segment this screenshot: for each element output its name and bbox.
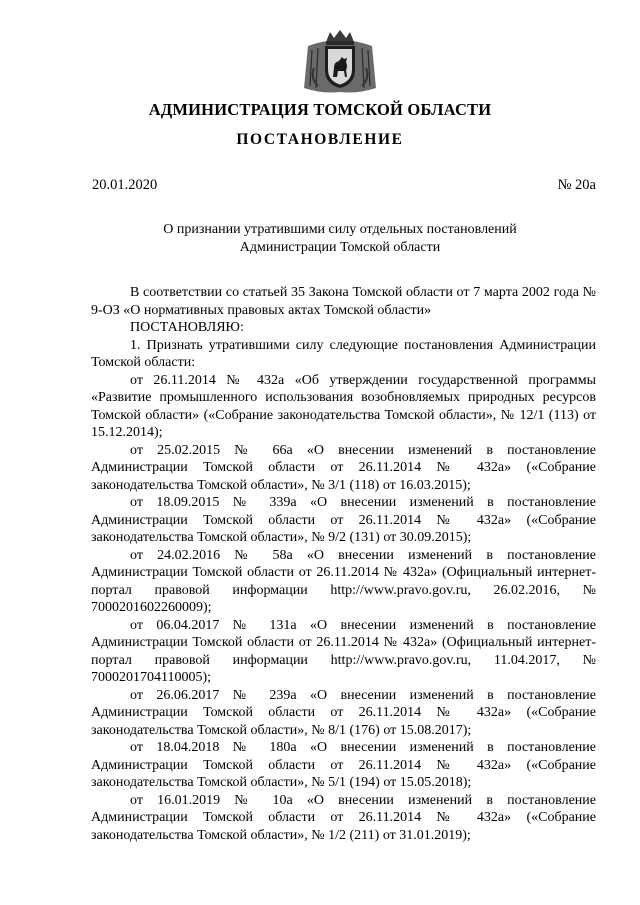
list-item: от 26.11.2014 № 432а «Об утверждении государственной программы «Развитие промышленного использования возобновляемых природных ресурсов Томской области» («Собрание законодательства Томской области», № 12/1 (113) от 15.12.2014); <box>91 372 596 440</box>
subject-line-2: Администрации Томской области <box>239 240 441 255</box>
preamble-paragraph: В соответствии со статьей 35 Закона Томской области от 7 марта 2002 года № 9-ОЗ «О нормативных правовых актах Томской области» <box>91 285 596 318</box>
list-item: от 06.04.2017 № 131а «О внесении изменений в постановление Администрации Томской области от 26.11.2014 № 432а» (Официальный интернет-портал правовой информации http://www.pravo.gov.ru, 11.04.2017, № 7000201704110005); <box>91 617 596 685</box>
document-number: № 20а <box>557 177 596 193</box>
subject-line-1: О признании утратившими силу отдельных постановлений <box>163 222 517 237</box>
organization-title: АДМИНИСТРАЦИЯ ТОМСКОЙ ОБЛАСТИ <box>148 100 492 119</box>
document-subject <box>120 221 560 257</box>
document-type-title: ПОСТАНОВЛЕНИЕ <box>236 131 404 148</box>
document-body <box>91 284 596 844</box>
list-item: от 18.09.2015 № 339а «О внесении изменений в постановление Администрации Томской области от 26.11.2014 № 432а» («Собрание законодательства Томской области», № 9/2 (131) от 30.09.2015); <box>91 495 596 545</box>
list-item: от 26.06.2017 № 239а «О внесении изменений в постановление Администрации Томской области от 26.11.2014 № 432а» («Собрание законодательства Томской области», № 8/1 (176) от 15.08.2017); <box>91 687 596 738</box>
list-item: от 18.04.2018 № 180а «О внесении изменений в постановление Администрации Томской области от 26.11.2014 № 432а» («Собрание законодательства Томской области», № 5/1 (194) от 15.05.2018); <box>91 740 596 790</box>
decree-word: ПОСТАНОВЛЯЮ: <box>130 320 244 335</box>
list-item: от 16.01.2019 № 10а «О внесении изменений в постановление Администрации Томской области от 26.11.2014 № 432а» («Собрание законодательства Томской области», № 1/2 (211) от 31.01.2019); <box>91 792 596 843</box>
list-item: от 24.02.2016 № 58а «О внесении изменений в постановление Администрации Томской области от 26.11.2014 № 432а» (Официальный интернет-портал правовой информации http://www.pravo.gov.ru, 26.02.2016, № 7000201602260009); <box>91 547 596 615</box>
item-1-paragraph: 1. Признать утратившими силу следующие постановления Администрации Томской области: <box>91 337 596 370</box>
list-item: от 25.02.2015 № 66а «О внесении изменений в постановление Администрации Томской области от 26.11.2014 № 432а» («Собрание законодательства Томской области», № 3/1 (118) от 16.03.2015); <box>91 442 596 493</box>
document-date: 20.01.2020 <box>92 177 158 193</box>
tomsk-region-coat-of-arms-icon <box>300 28 380 94</box>
